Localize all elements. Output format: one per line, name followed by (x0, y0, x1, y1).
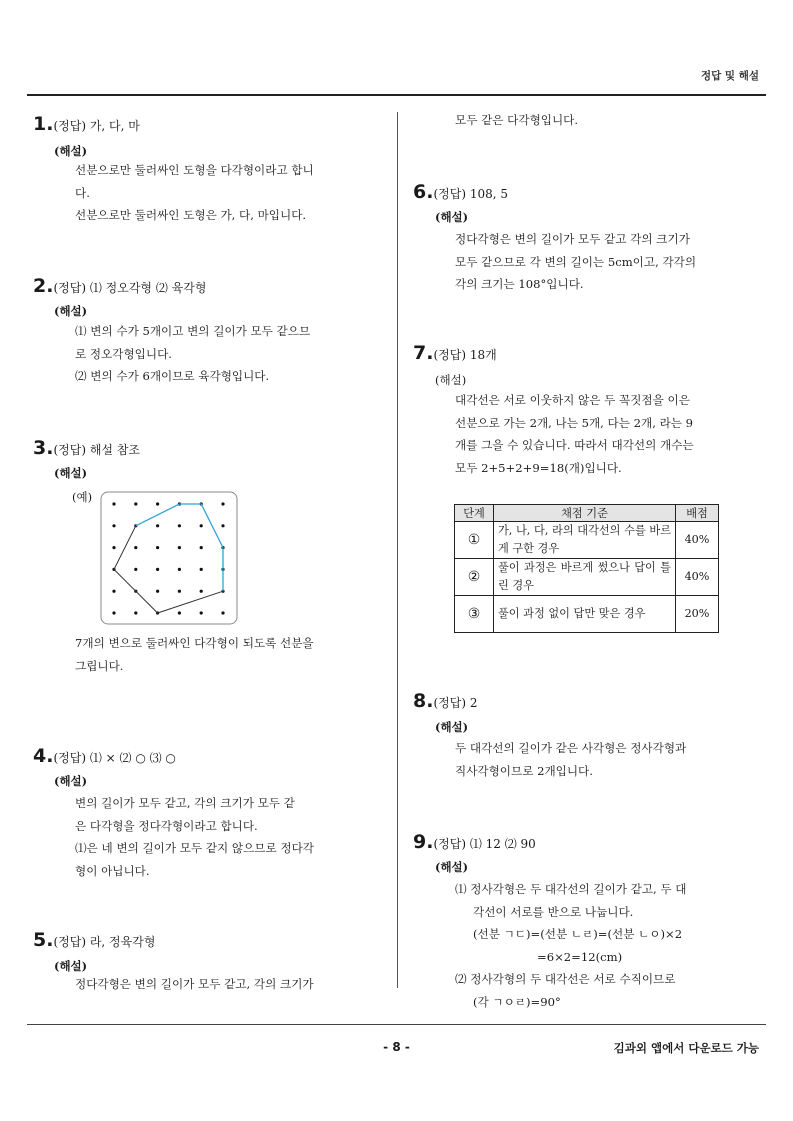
answer-text: 라, 정육각형 (86, 935, 156, 949)
explanation-line: 다. (75, 185, 90, 200)
grid-dot (178, 590, 181, 593)
explanation-line: 정다각형은 변의 길이가 모두 같고 각의 크기가 (455, 232, 690, 246)
explanation-line: 두 대각선의 길이가 같은 사각형은 정사각형과 (455, 741, 687, 755)
polygon-black-edges (114, 526, 223, 613)
explanation-line: 개를 그을 수 있습니다. 따라서 대각선의 개수는 (455, 438, 694, 452)
score-cell: 20% (676, 596, 719, 633)
grid-dot (156, 502, 159, 505)
question-2-explanation (75, 320, 360, 388)
explanation-line: 정다각형은 변의 길이가 모두 같고, 각의 크기가 (75, 977, 314, 991)
step-cell: ① (455, 522, 494, 559)
figure-frame (101, 492, 237, 624)
question-4-explanation (75, 792, 360, 882)
question-4-header (33, 745, 176, 767)
explanation-label: (해설) (435, 860, 469, 874)
explanation-line: ⑴은 네 변의 길이가 모두 같지 않으므로 정다각 (75, 841, 314, 855)
column-divider (397, 112, 398, 988)
answer-prefix: (정답) (433, 696, 467, 710)
explanation-line: 모두 같으므로 각 변의 길이는 5cm이고, 각각의 (455, 254, 697, 269)
question-number: 1. (33, 113, 54, 135)
explanation-line: 선분으로 가는 2개, 나는 5개, 다는 2개, 라는 9 (455, 415, 694, 430)
explanation-line: 각선이 서로를 반으로 나눕니다. (473, 904, 634, 919)
explanation-line: ⑴ 정사각형은 두 대각선의 길이가 같고, 두 대 (455, 882, 687, 896)
explanation-line: 선분으로만 둘러싸인 도형을 다각형이라고 합니 (75, 163, 314, 177)
criteria-cell: 풀이 과정은 바르게 썼으나 답이 틀린 경우 (494, 559, 676, 596)
explanation-line: ⑴ 변의 수가 5개이고 변의 길이가 모두 같으므 (75, 324, 311, 338)
grid-polygon-figure (100, 491, 238, 625)
score-cell: 40% (676, 522, 719, 559)
answer-text: 108, 5 (466, 187, 508, 201)
grid-dot (221, 502, 224, 505)
explanation-label: (해설) (54, 466, 88, 480)
grid-dot (112, 524, 115, 527)
explanation-label: (해설) (435, 210, 469, 224)
answer-text: 2 (466, 696, 478, 710)
table-header: 채점 기준 (494, 505, 676, 522)
question-number: 3. (33, 437, 54, 459)
explanation-line: ⑵ 정사각형의 두 대각선은 서로 수직이므로 (455, 972, 676, 986)
grid-dot (156, 524, 159, 527)
explanation-line: 은 다각형을 정다각형이라고 합니다. (75, 818, 258, 833)
question-1-header (33, 113, 140, 135)
grid-dot (200, 546, 203, 549)
grid-dot (200, 590, 203, 593)
answer-prefix: (정답) (53, 443, 87, 457)
question-number: 2. (33, 275, 54, 297)
explanation-line: (선분 ㄱㄷ)=(선분 ㄴㄹ)=(선분 ㄴㅇ)×2 (473, 927, 683, 941)
explanation-line: 각의 크기는 108°입니다. (455, 277, 584, 291)
answer-prefix: (정답) (53, 119, 87, 133)
page-number: - 8 - (383, 1040, 410, 1054)
answer-text: 해설 참조 (86, 443, 141, 457)
explanation-line: 선분으로만 둘러싸인 도형은 가, 다, 마입니다. (75, 208, 307, 222)
explanation-line: 그립니다. (75, 658, 124, 673)
page-header-title: 정답 및 해설 (700, 70, 759, 82)
answer-text: ⑴ × ⑵ ○ ⑶ ○ (86, 751, 176, 765)
explanation-line: 모두 2+5+2+9=18(개)입니다. (455, 460, 622, 475)
grid-dot (200, 568, 203, 571)
grid-dot (200, 524, 203, 527)
grid-dot (178, 611, 181, 614)
example-label: (예) (72, 490, 93, 504)
grid-dot (221, 611, 224, 614)
question-2-header (33, 275, 207, 297)
grid-dot (112, 611, 115, 614)
question-7-explanation (455, 389, 745, 479)
question-number: 8. (413, 690, 434, 712)
answer-prefix: (정답) (53, 935, 87, 949)
question-8-explanation (455, 737, 745, 782)
grid-dot (156, 590, 159, 593)
grid-dot (112, 502, 115, 505)
answer-prefix: (정답) (433, 348, 467, 362)
step-cell: ③ (455, 596, 494, 633)
explanation-line: 변의 길이가 모두 같고, 각의 크기가 모두 같 (75, 796, 295, 810)
explanation-label: (해설) (54, 304, 88, 318)
grid-dot (156, 546, 159, 549)
table-row (455, 596, 719, 633)
grid-dot (134, 611, 137, 614)
question-number: 7. (413, 342, 434, 364)
grid-dot (178, 568, 181, 571)
explanation-line: 7개의 변으로 둘러싸인 다각형이 되도록 선분을 (75, 636, 314, 650)
grid-dot (134, 568, 137, 571)
table-row (455, 559, 719, 596)
explanation-line: 직사각형이므로 2개입니다. (455, 763, 593, 778)
grid-dot (134, 546, 137, 549)
question-1-explanation (75, 159, 360, 227)
question-3-explanation (75, 632, 360, 677)
explanation-label: (해설) (54, 959, 88, 973)
grid-dot (178, 524, 181, 527)
question-5-header (33, 929, 156, 951)
question-number: 6. (413, 181, 434, 203)
grid-dots (112, 502, 224, 614)
question-8-header (413, 690, 478, 712)
score-cell: 40% (676, 559, 719, 596)
footer-rule (27, 1024, 766, 1025)
question-9-explanation (455, 878, 745, 1013)
answer-text: 18개 (466, 348, 497, 362)
criteria-cell: 가, 나, 다, 라의 대각선의 수를 바르게 구한 경우 (494, 522, 676, 559)
explanation-line: 로 정오각형입니다. (75, 346, 172, 361)
table-header-row (455, 505, 719, 522)
criteria-cell: 풀이 과정 없이 답만 맞은 경우 (494, 596, 676, 633)
grading-table (454, 504, 719, 633)
header-rule (27, 94, 766, 96)
question-7-header (413, 342, 497, 364)
footer-note: 김과외 앱에서 다운로드 가능 (613, 1041, 759, 1055)
answer-text: ⑴ 12 ⑵ 90 (466, 837, 536, 851)
explanation-line: 형이 아닙니다. (75, 863, 150, 878)
explanation-line: (각 ㄱㅇㄹ)=90° (473, 994, 561, 1009)
question-number: 9. (413, 831, 434, 853)
grid-dot (200, 611, 203, 614)
grid-dot (221, 524, 224, 527)
grid-dot (112, 546, 115, 549)
explanation-line: =6×2=12(cm) (537, 949, 623, 964)
explanation-label: (해설) (435, 720, 469, 734)
question-9-header (413, 831, 536, 853)
explanation-line: 대각선은 서로 이웃하지 않은 두 꼭짓점을 이은 (455, 393, 690, 407)
explanation-line: ⑵ 변의 수가 6개이므로 육각형입니다. (75, 369, 270, 383)
question-5-continued: 모두 같은 다각형입니다. (455, 113, 579, 127)
grid-dot (112, 590, 115, 593)
answer-prefix: (정답) (53, 751, 87, 765)
question-number: 4. (33, 745, 54, 767)
explanation-label: (해설) (435, 373, 467, 387)
question-5-explanation (75, 973, 360, 996)
explanation-label: (해설) (54, 144, 88, 158)
question-6-header (413, 181, 508, 203)
answer-prefix: (정답) (433, 837, 467, 851)
grid-dot (134, 502, 137, 505)
question-number: 5. (33, 929, 54, 951)
explanation-label: (해설) (54, 774, 88, 788)
table-header: 단계 (455, 505, 494, 522)
table-row (455, 522, 719, 559)
question-3-header (33, 437, 141, 459)
answer-prefix: (정답) (433, 187, 467, 201)
answer-prefix: (정답) (53, 281, 87, 295)
table-header: 배점 (676, 505, 719, 522)
answer-text: 가, 다, 마 (86, 119, 140, 133)
grid-dot (156, 568, 159, 571)
step-cell: ② (455, 559, 494, 596)
answer-text: ⑴ 정오각형 ⑵ 육각형 (86, 281, 207, 295)
question-6-explanation (455, 228, 745, 296)
grid-dot (178, 546, 181, 549)
